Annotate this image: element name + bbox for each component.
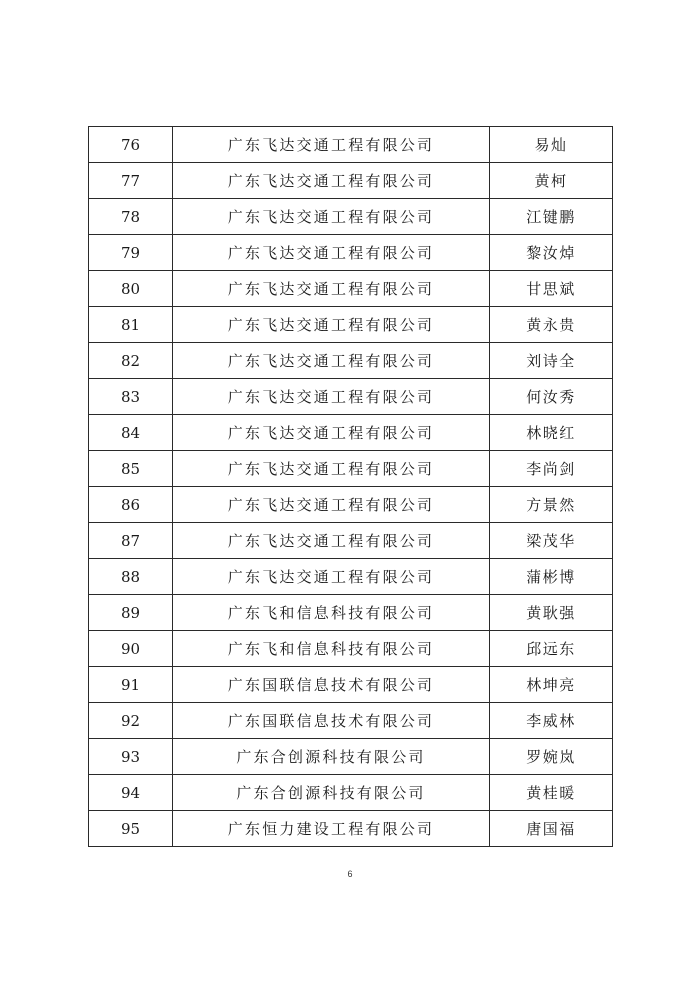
- person-name: 李尚剑: [490, 451, 613, 487]
- company-name: 广东合创源科技有限公司: [173, 775, 490, 811]
- person-name: 黄桂暖: [490, 775, 613, 811]
- row-number: 87: [89, 523, 173, 559]
- company-name: 广东飞达交通工程有限公司: [173, 559, 490, 595]
- person-name: 邱远东: [490, 631, 613, 667]
- table-row: [89, 487, 613, 523]
- company-name: 广东飞达交通工程有限公司: [173, 307, 490, 343]
- table-row: [89, 811, 613, 847]
- company-name: 广东飞达交通工程有限公司: [173, 271, 490, 307]
- company-name: 广东国联信息技术有限公司: [173, 703, 490, 739]
- row-number: 84: [89, 415, 173, 451]
- person-name: 黄耿强: [490, 595, 613, 631]
- person-name: 黎汝焯: [490, 235, 613, 271]
- company-name: 广东飞达交通工程有限公司: [173, 451, 490, 487]
- person-name: 黄永贵: [490, 307, 613, 343]
- page-number: 6: [347, 869, 353, 879]
- row-number: 76: [89, 127, 173, 163]
- person-name: 林晓红: [490, 415, 613, 451]
- table-row: [89, 595, 613, 631]
- table-row: [89, 523, 613, 559]
- personnel-table: [88, 126, 613, 847]
- row-number: 82: [89, 343, 173, 379]
- table-body: [89, 127, 613, 847]
- company-name: 广东飞达交通工程有限公司: [173, 199, 490, 235]
- person-name: 易灿: [490, 127, 613, 163]
- row-number: 85: [89, 451, 173, 487]
- company-name: 广东恒力建设工程有限公司: [173, 811, 490, 847]
- company-name: 广东飞达交通工程有限公司: [173, 127, 490, 163]
- table-row: [89, 559, 613, 595]
- company-name: 广东合创源科技有限公司: [173, 739, 490, 775]
- table-row: [89, 199, 613, 235]
- row-number: 83: [89, 379, 173, 415]
- table-row: [89, 235, 613, 271]
- row-number: 94: [89, 775, 173, 811]
- row-number: 93: [89, 739, 173, 775]
- person-name: 何汝秀: [490, 379, 613, 415]
- row-number: 88: [89, 559, 173, 595]
- row-number: 86: [89, 487, 173, 523]
- table-row: [89, 127, 613, 163]
- person-name: 梁茂华: [490, 523, 613, 559]
- row-number: 89: [89, 595, 173, 631]
- table-row: [89, 667, 613, 703]
- company-name: 广东飞和信息科技有限公司: [173, 631, 490, 667]
- table-row: [89, 415, 613, 451]
- table-row: [89, 703, 613, 739]
- person-name: 唐国福: [490, 811, 613, 847]
- row-number: 81: [89, 307, 173, 343]
- table-row: [89, 343, 613, 379]
- row-number: 90: [89, 631, 173, 667]
- row-number: 77: [89, 163, 173, 199]
- row-number: 80: [89, 271, 173, 307]
- row-number: 95: [89, 811, 173, 847]
- row-number: 79: [89, 235, 173, 271]
- person-name: 李威林: [490, 703, 613, 739]
- company-name: 广东飞达交通工程有限公司: [173, 163, 490, 199]
- row-number: 78: [89, 199, 173, 235]
- table-row: [89, 379, 613, 415]
- company-name: 广东飞达交通工程有限公司: [173, 379, 490, 415]
- person-name: 甘思斌: [490, 271, 613, 307]
- table-row: [89, 163, 613, 199]
- person-name: 林坤亮: [490, 667, 613, 703]
- table-row: [89, 307, 613, 343]
- row-number: 92: [89, 703, 173, 739]
- table-row: [89, 739, 613, 775]
- table-row: [89, 631, 613, 667]
- row-number: 91: [89, 667, 173, 703]
- company-name: 广东国联信息技术有限公司: [173, 667, 490, 703]
- company-name: 广东飞和信息科技有限公司: [173, 595, 490, 631]
- table-row: [89, 451, 613, 487]
- person-name: 刘诗全: [490, 343, 613, 379]
- person-name: 江键鹏: [490, 199, 613, 235]
- company-name: 广东飞达交通工程有限公司: [173, 343, 490, 379]
- person-name: 蒲彬博: [490, 559, 613, 595]
- company-name: 广东飞达交通工程有限公司: [173, 523, 490, 559]
- company-name: 广东飞达交通工程有限公司: [173, 235, 490, 271]
- table-row: [89, 271, 613, 307]
- company-name: 广东飞达交通工程有限公司: [173, 415, 490, 451]
- person-name: 罗婉岚: [490, 739, 613, 775]
- person-name: 方景然: [490, 487, 613, 523]
- person-name: 黄柯: [490, 163, 613, 199]
- company-name: 广东飞达交通工程有限公司: [173, 487, 490, 523]
- table-row: [89, 775, 613, 811]
